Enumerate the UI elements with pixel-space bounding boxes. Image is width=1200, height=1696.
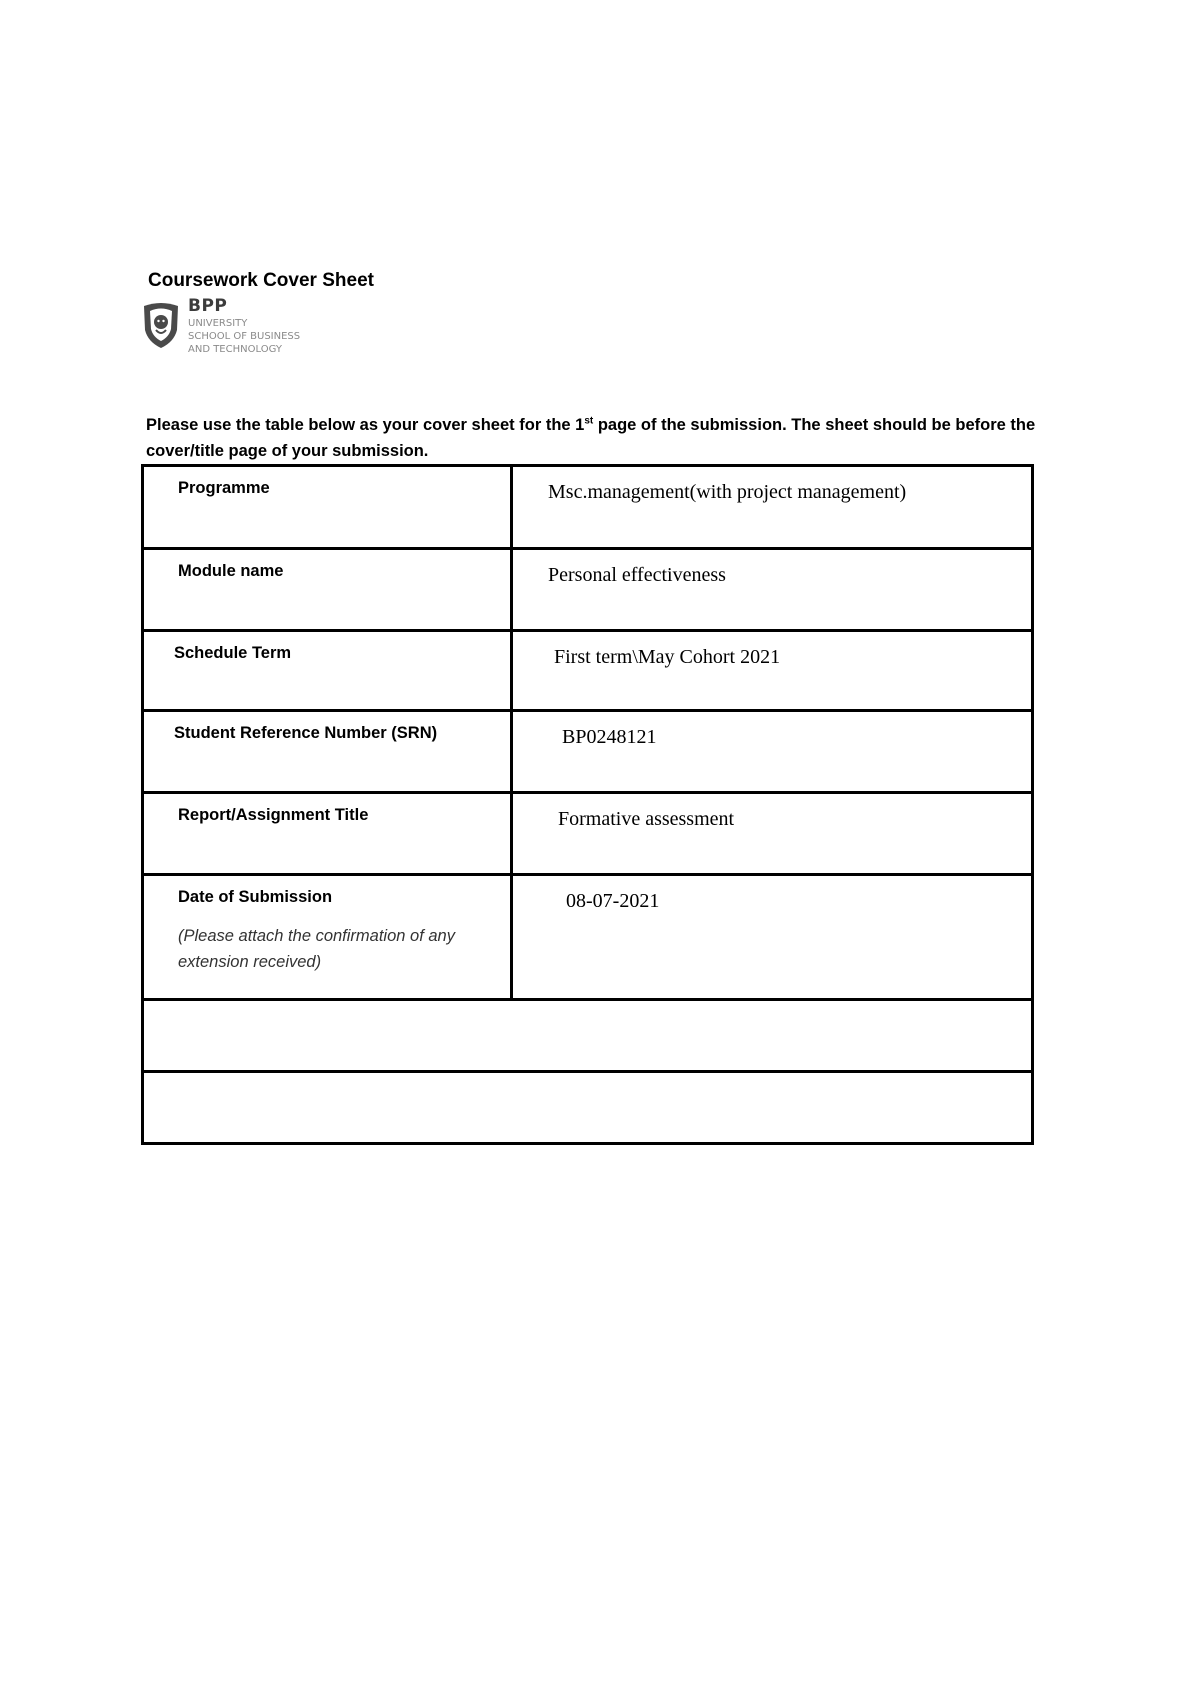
instructions-part-2: page of the submission. The sheet should be before the cover/title page of your submission. bbox=[146, 416, 1036, 460]
table-row-module-name bbox=[143, 549, 1033, 631]
logo-line-school: SCHOOL OF BUSINESS bbox=[188, 331, 301, 342]
empty-cell bbox=[143, 1072, 1033, 1144]
table-row-srn bbox=[143, 711, 1033, 793]
label-cell bbox=[143, 549, 512, 631]
empty-cell bbox=[143, 1000, 1033, 1072]
value-cell bbox=[512, 631, 1033, 711]
logo-line-technology: AND TECHNOLOGY bbox=[188, 344, 282, 355]
programme-label: Programme bbox=[178, 479, 270, 497]
date-of-submission-label: Date of Submission bbox=[178, 888, 333, 906]
value-cell bbox=[512, 793, 1033, 875]
module-name-label: Module name bbox=[178, 562, 284, 580]
logo-brand: BPP bbox=[188, 296, 228, 316]
cover-sheet-table bbox=[141, 464, 1034, 1145]
value-cell bbox=[512, 549, 1033, 631]
table-row-date-of-submission bbox=[143, 875, 1033, 1000]
table-row-empty-1 bbox=[143, 1000, 1033, 1072]
instructions-text bbox=[146, 412, 1046, 464]
value-cell bbox=[512, 711, 1033, 793]
schedule-term-label: Schedule Term bbox=[174, 644, 292, 662]
label-cell bbox=[143, 466, 512, 549]
srn-value: BP0248121 bbox=[562, 726, 657, 748]
date-of-submission-value: 08-07-2021 bbox=[566, 890, 660, 912]
bpp-logo bbox=[140, 296, 330, 360]
lion-shield-icon bbox=[140, 300, 182, 350]
cover-sheet-title: Coursework Cover Sheet bbox=[148, 270, 374, 291]
instructions-superscript: st bbox=[584, 415, 594, 427]
schedule-term-value: First term\May Cohort 2021 bbox=[554, 646, 781, 668]
label-cell bbox=[143, 711, 512, 793]
value-cell bbox=[512, 875, 1033, 1000]
label-cell bbox=[143, 875, 512, 1000]
label-cell bbox=[143, 793, 512, 875]
assignment-title-value: Formative assessment bbox=[558, 808, 735, 830]
assignment-title-label: Report/Assignment Title bbox=[178, 806, 369, 824]
logo-line-university: UNIVERSITY bbox=[188, 318, 248, 329]
table-row-schedule-term bbox=[143, 631, 1033, 711]
table-row-assignment-title bbox=[143, 793, 1033, 875]
value-cell bbox=[512, 466, 1033, 549]
instructions-part-1: Please use the table below as your cover sheet for the 1 bbox=[146, 416, 585, 434]
programme-value: Msc.management(with project management) bbox=[548, 481, 907, 503]
srn-label: Student Reference Number (SRN) bbox=[174, 724, 438, 742]
module-name-value: Personal effectiveness bbox=[548, 564, 726, 586]
table-row-programme bbox=[143, 466, 1033, 549]
label-cell bbox=[143, 631, 512, 711]
extension-note: (Please attach the confirmation of any extension received) bbox=[178, 927, 455, 971]
table-row-empty-2 bbox=[143, 1072, 1033, 1144]
